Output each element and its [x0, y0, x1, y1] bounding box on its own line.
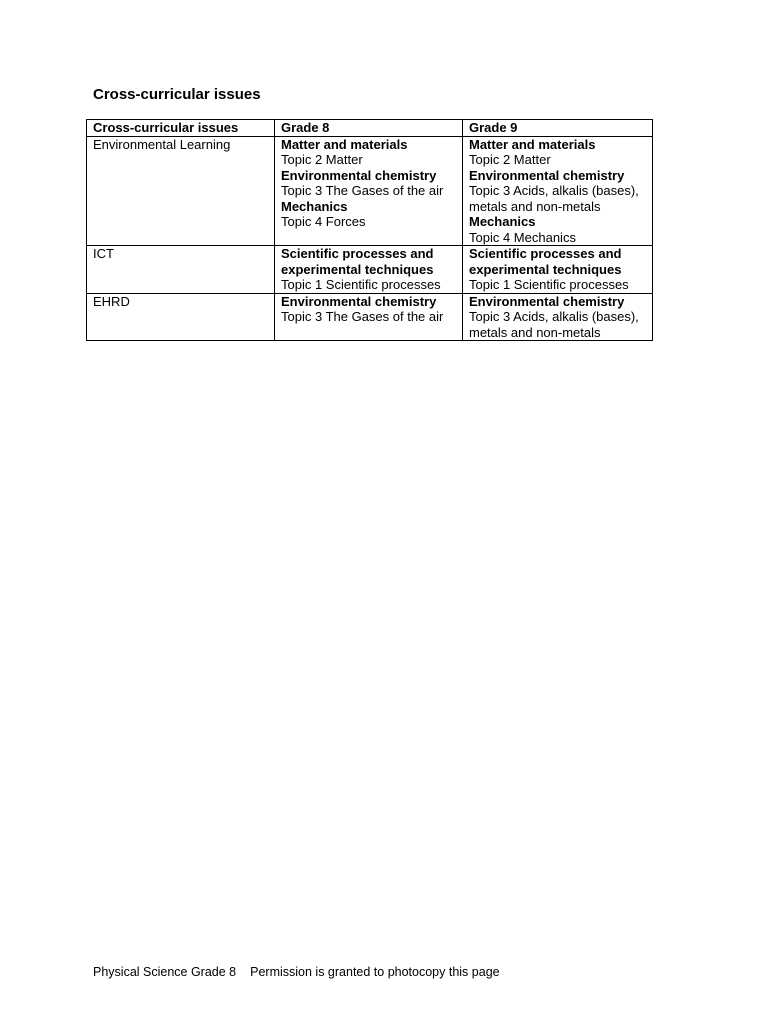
topic-line: Topic 3 The Gases of the air: [281, 309, 444, 324]
strand-heading: Environmental chemistry: [281, 293, 437, 309]
footer-document-title: Physical Science Grade 8: [93, 965, 237, 979]
page-footer: [93, 965, 500, 979]
table-header-row: [87, 120, 653, 137]
table-row: [87, 136, 653, 246]
strand-heading: Mechanics: [281, 198, 348, 214]
topic-line: Topic 4 Forces: [281, 214, 366, 229]
topic-line: Topic 1 Scientific processes: [469, 277, 629, 292]
page-title: Cross-curricular issues: [93, 86, 261, 103]
strand-heading: Scientific processes and experimental techniques: [281, 246, 434, 277]
topic-line: Topic 3 Acids, alkalis (bases), metals and non-metals: [469, 183, 639, 214]
table-row: [87, 293, 653, 341]
topic-line: Topic 2 Matter: [469, 152, 551, 167]
strand-heading: Matter and materials: [281, 136, 408, 152]
column-header-issues: Cross-curricular issues: [87, 120, 275, 137]
topic-line: Topic 4 Mechanics: [469, 229, 576, 245]
cell-grade-9: [463, 136, 653, 246]
footer-permission-note: Permission is granted to photocopy this page: [250, 965, 500, 979]
topic-line: Topic 2 Matter: [281, 152, 363, 167]
cell-grade-8: [275, 136, 463, 246]
column-header-grade-8: Grade 8: [275, 120, 463, 137]
cell-issue: ICT: [87, 246, 275, 294]
table-body: [87, 136, 653, 341]
strand-heading: Environmental chemistry: [281, 167, 437, 183]
strand-heading: Mechanics: [469, 214, 536, 229]
table-row: [87, 246, 653, 294]
cell-issue: EHRD: [87, 293, 275, 341]
cell-grade-9: [463, 246, 653, 294]
cross-curricular-table: [86, 119, 653, 341]
column-header-grade-9: Grade 9: [463, 120, 653, 137]
strand-heading: Environmental chemistry: [469, 293, 625, 309]
strand-heading: Environmental chemistry: [469, 167, 625, 183]
cell-grade-9: [463, 293, 653, 341]
topic-line: Topic 3 Acids, alkalis (bases), metals and non-metals: [469, 309, 639, 340]
topic-line: Topic 3 The Gases of the air: [281, 183, 444, 198]
strand-heading: Scientific processes and experimental techniques: [469, 246, 622, 277]
strand-heading: Matter and materials: [469, 136, 596, 152]
cell-issue: Environmental Learning: [87, 136, 275, 246]
cell-grade-8: [275, 293, 463, 341]
topic-line: Topic 1 Scientific processes: [281, 277, 441, 292]
cell-grade-8: [275, 246, 463, 294]
